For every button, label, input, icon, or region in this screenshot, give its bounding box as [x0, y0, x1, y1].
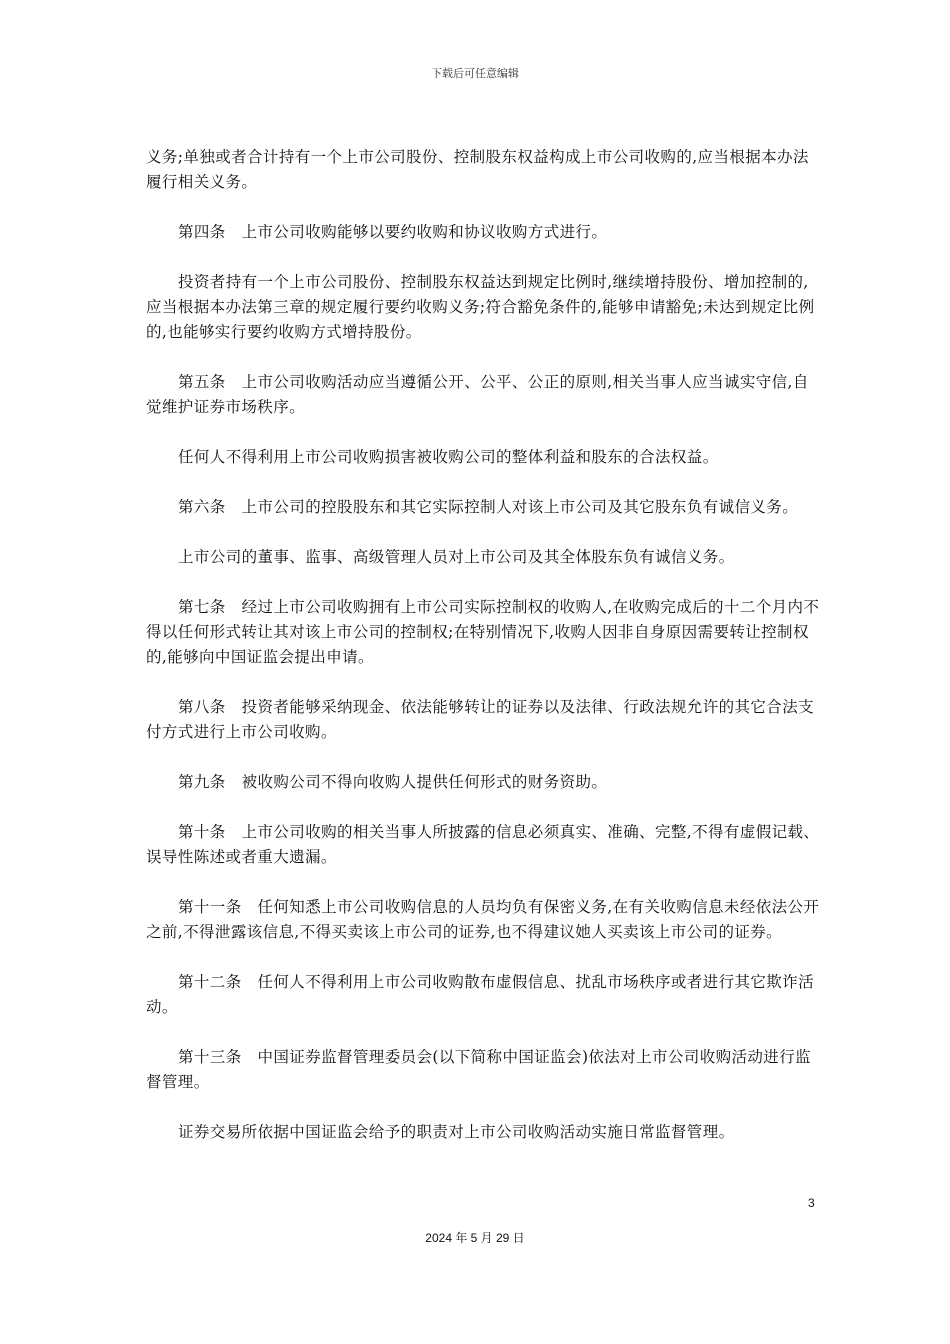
- paragraph-article-8: 第八条 投资者能够采纳现金、依法能够转让的证券以及法律、行政法规允许的其它合法支付方式进行上市公司收购。: [146, 698, 815, 741]
- paragraph-article-5: 第五条 上市公司收购活动应当遵循公开、公平、公正的原则,相关当事人应当诚实守信,自觉维护证券市场秩序。: [146, 373, 809, 416]
- paragraph-article-11: 第十一条 任何知悉上市公司收购信息的人员均负有保密义务,在有关收购信息未经依法公开之前,不得泄露该信息,不得买卖该上市公司的证券,也不得建议她人买卖该上市公司的证券。: [146, 898, 820, 941]
- document-body: [146, 145, 824, 1170]
- paragraph-article-13: 第十三条 中国证券监督管理委员会(以下简称中国证监会)依法对上市公司收购活动进行监督管理。: [146, 1048, 811, 1091]
- paragraph-article-7: 第七条 经过上市公司收购拥有上市公司实际控制权的收购人,在收购完成后的十二个月内不得以任何形式转让其对该上市公司的控制权;在特别情况下,收购人因非自身原因需要转让控制权的,能够向中国证监会提出申请。: [146, 598, 820, 666]
- paragraph-article-4: 第四条 上市公司收购能够以要约收购和协议收购方式进行。: [178, 223, 608, 241]
- paragraph-article-5-prohibition: 任何人不得利用上市公司收购损害被收购公司的整体利益和股东的合法权益。: [178, 448, 719, 466]
- footer-date: 2024 年 5 月 29 日: [425, 1231, 525, 1245]
- page-header: 下载后可任意编辑: [431, 67, 519, 80]
- paragraph-article-13-exchange: 证券交易所依据中国证监会给予的职责对上市公司收购活动实施日常监督管理。: [178, 1123, 735, 1141]
- paragraph-article-6: 第六条 上市公司的控股股东和其它实际控制人对该上市公司及其它股东负有诚信义务。: [178, 498, 799, 516]
- paragraph-article-4-investor: 投资者持有一个上市公司股份、控制股东权益达到规定比例时,继续增持股份、增加控制的,应当根据本办法第三章的规定履行要约收购义务;符合豁免条件的,能够申请豁免;未达到规定比例的,也能够实行要约收购方式增持股份。: [146, 273, 815, 341]
- paragraph-article-10: 第十条 上市公司收购的相关当事人所披露的信息必须真实、准确、完整,不得有虚假记载、误导性陈述或者重大遗漏。: [146, 823, 820, 866]
- page-number: 3: [808, 1196, 815, 1210]
- paragraph-article-12: 第十二条 任何人不得利用上市公司收购散布虚假信息、扰乱市场秩序或者进行其它欺诈活动。: [146, 973, 815, 1016]
- paragraph-article-6-directors: 上市公司的董事、监事、高级管理人员对上市公司及其全体股东负有诚信义务。: [178, 548, 735, 566]
- paragraph-article-9: 第九条 被收购公司不得向收购人提供任何形式的财务资助。: [178, 773, 608, 791]
- paragraph-continued-obligation: 义务;单独或者合计持有一个上市公司股份、控制股东权益构成上市公司收购的,应当根据本办法履行相关义务。: [146, 148, 809, 191]
